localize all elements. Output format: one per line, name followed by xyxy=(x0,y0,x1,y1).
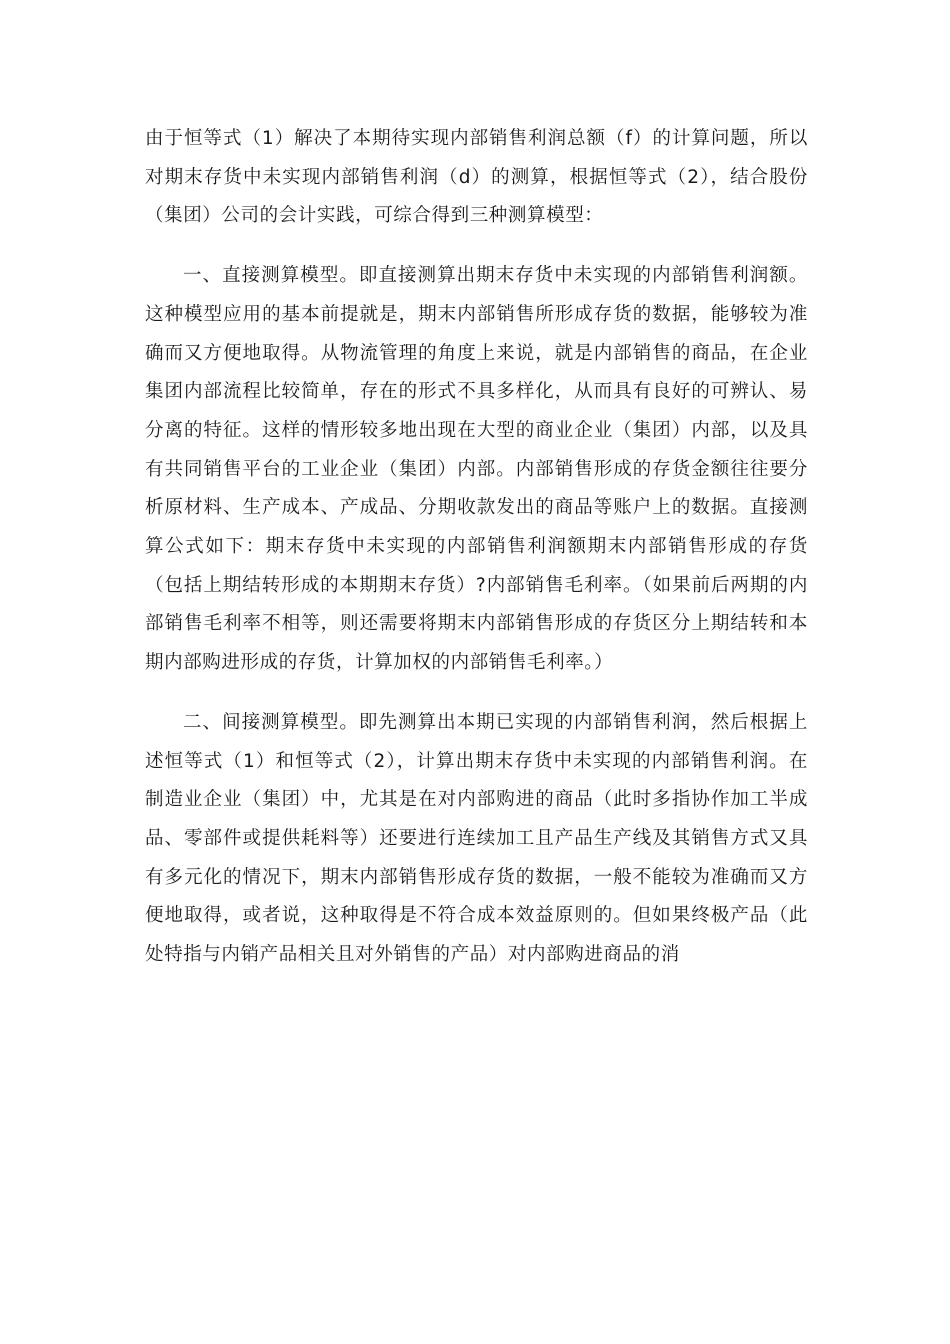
paragraph-indirect-model: 二、间接测算模型。即先测算出本期已实现的内部销售利润，然后根据上述恒等式（1）和恒等式（2），计算出期末存货中未实现的内部销售利润。在制造业企业（集团）中，尤其是在对内部购进的商品（此时多指协作加工半成品、零部件或提供耗料等）还要进行连续加工且产品生产线及其销售方式又具有多元化的情况下，期末内部销售形成存货的数据，一般不能较为准确而又方便地取得，或者说，这种取得是不符合成本效益原则的。但如果终极产品（此处特指与内销产品相关且对外销售的产品）对内部购进商品的消 xyxy=(145,711,808,966)
paragraph-intro: 由于恒等式（1）解决了本期待实现内部销售利润总额（f）的计算问题，所以对期末存货中未实现内部销售利润（d）的测算，根据恒等式（2），结合股份（集团）公司的会计实践，可综合得到三种测算模型： xyxy=(145,128,808,227)
document-body xyxy=(145,120,808,975)
paragraph-direct-model: 一、直接测算模型。即直接测算出期末存货中未实现的内部销售利润额。这种模型应用的基本前提就是，期末内部销售所形成存货的数据，能够较为准确而又方便地取得。从物流管理的角度上来说，就是内部销售的商品，在企业集团内部流程比较简单，存在的形式不具多样化，从而具有良好的可辨认、易分离的特征。这样的情形较多地出现在大型的商业企业（集团）内部，以及具有共同销售平台的工业企业（集团）内部。内部销售形成的存货金额往往要分析原材料、生产成本、产成品、分期收款发出的商品等账户上的数据。直接测算公式如下：期末存货中未实现的内部销售利润额期末内部销售形成的存货（包括上期结转形成的本期期末存货）?内部销售毛利率。（如果前后两期的内部销售毛利率不相等，则还需要将期末内部销售形成的存货区分上期结转和本期内部购进形成的存货，计算加权的内部销售毛利率。） xyxy=(145,265,808,674)
